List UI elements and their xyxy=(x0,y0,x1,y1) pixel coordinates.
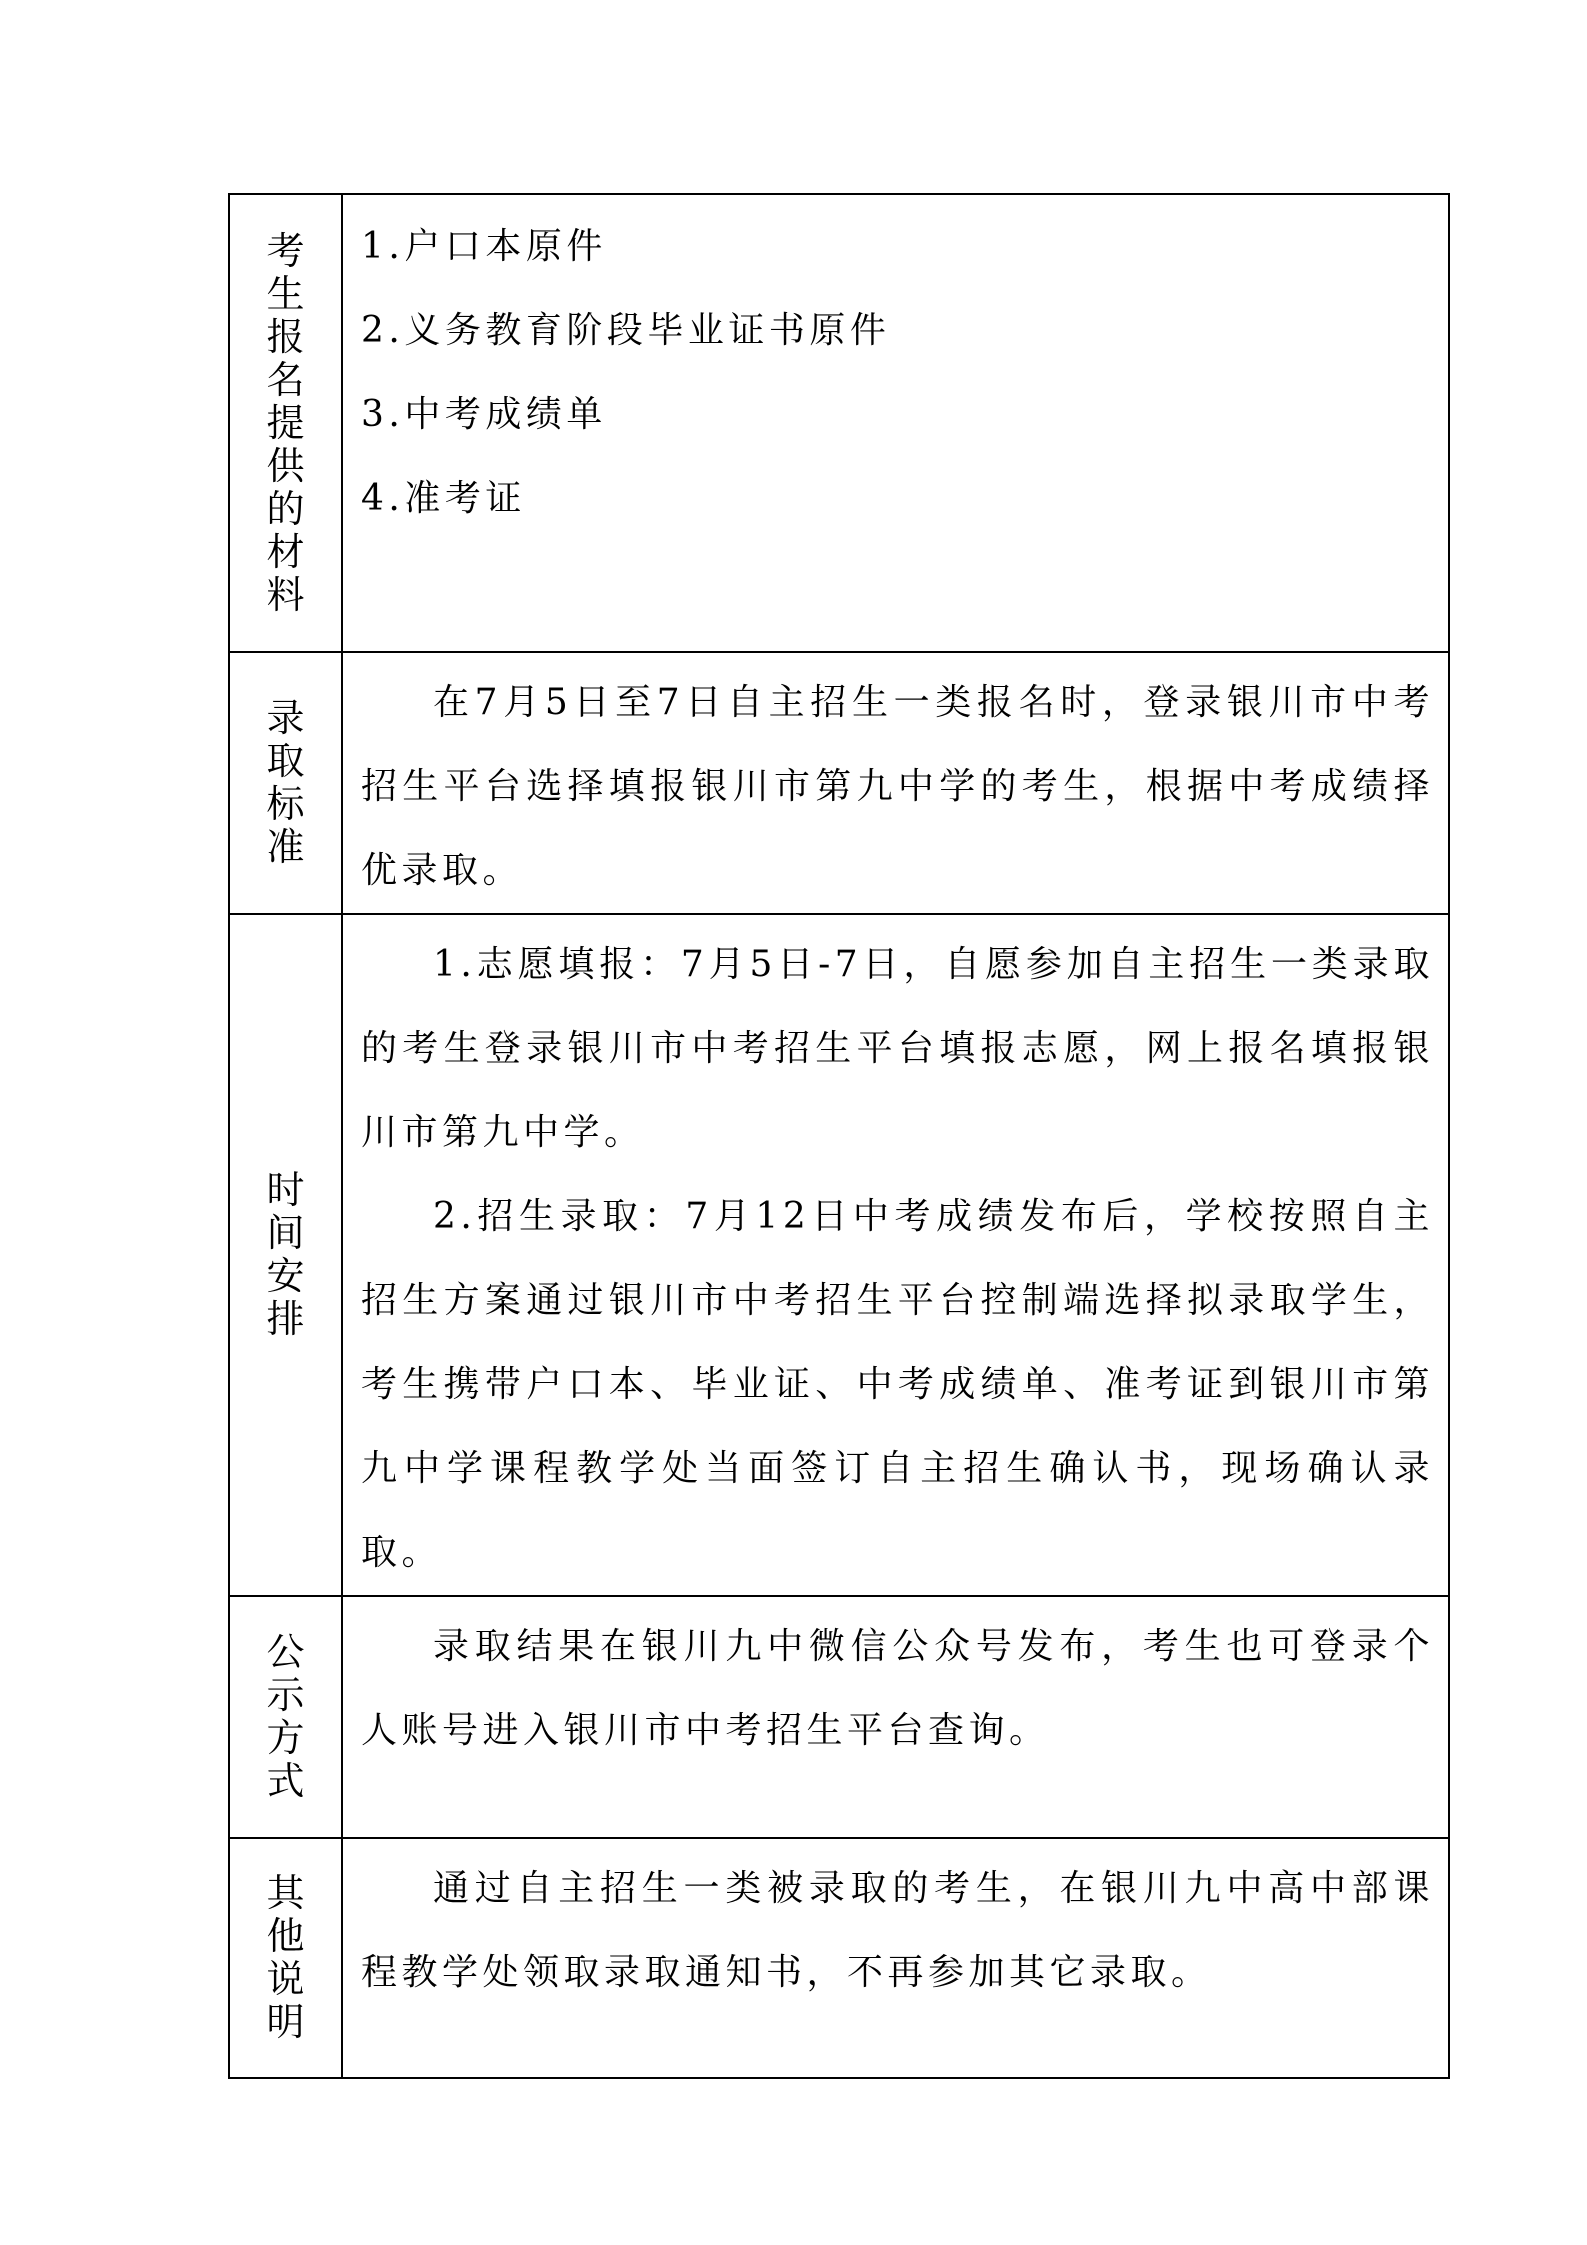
paragraph: 在7月5日至7日自主招生一类报名时，登录银川市中考招生平台选择填报银川市第九中学的考生，根据中考成绩择优录取。 xyxy=(361,682,1434,891)
row-label-cell xyxy=(229,1838,342,2078)
paragraph: 通过自主招生一类被录取的考生，在银川九中高中部课程教学处领取录取通知书，不再参加其它录取。 xyxy=(361,1868,1434,1993)
table-row-other-notes xyxy=(229,1838,1449,2078)
row-content-schedule xyxy=(342,914,1449,1596)
paragraph: 录取结果在银川九中微信公众号发布，考生也可登录个人账号进入银川市中考招生平台查询。 xyxy=(361,1626,1434,1751)
table-row-materials xyxy=(229,194,1449,652)
row-label-admission-criteria: 录取标准 xyxy=(266,696,305,869)
list-item: 4.准考证 xyxy=(361,478,526,519)
row-label-schedule: 时间安排 xyxy=(266,1168,305,1341)
paragraph: 2.招生录取：7月12日中考成绩发布后，学校按照自主招生方案通过银川市中考招生平台控制端选择拟录取学生，考生携带户口本、毕业证、中考成绩单、准考证到银川市第九中学课程教学处当面签订自主招生确认书，现场确认录取。 xyxy=(361,1196,1434,1573)
row-label-other-notes: 其他说明 xyxy=(266,1871,305,2044)
table-row-admission-criteria xyxy=(229,652,1449,914)
paragraph: 1.志愿填报：7月5日-7日，自愿参加自主招生一类录取的考生登录银川市中考招生平台填报志愿，网上报名填报银川市第九中学。 xyxy=(361,944,1434,1153)
row-content-admission-criteria xyxy=(342,652,1449,914)
row-label-publicity: 公示方式 xyxy=(266,1630,305,1803)
row-label-materials: 考生报名提供的材料 xyxy=(266,228,305,617)
row-content-publicity xyxy=(342,1596,1449,1838)
table-row-schedule xyxy=(229,914,1449,1596)
table-row-publicity xyxy=(229,1596,1449,1838)
list-item: 1.户口本原件 xyxy=(361,226,607,267)
list-item: 2.义务教育阶段毕业证书原件 xyxy=(361,310,891,351)
row-label-cell xyxy=(229,652,342,914)
row-label-cell xyxy=(229,1596,342,1838)
row-content-materials xyxy=(342,194,1449,652)
list-item: 3.中考成绩单 xyxy=(361,394,607,435)
admission-info-table xyxy=(228,193,1450,2079)
row-label-cell xyxy=(229,194,342,652)
row-label-cell xyxy=(229,914,342,1596)
row-content-other-notes xyxy=(342,1838,1449,2078)
